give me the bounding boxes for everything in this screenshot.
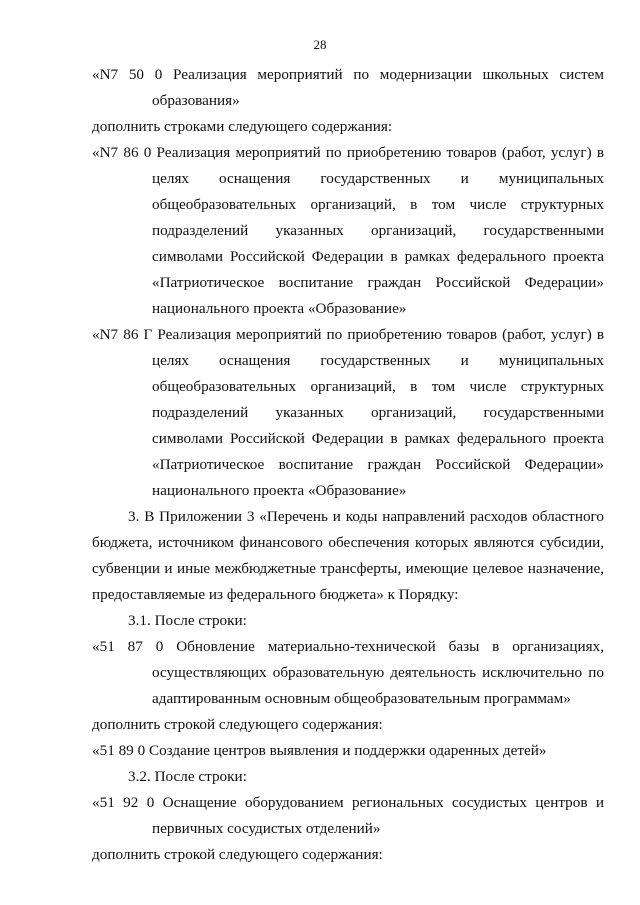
- subsection-3-1: 3.1. После строки:: [128, 612, 247, 629]
- entry-51-87-0-line3: адаптированным основным общеобразовательным программам»: [152, 690, 571, 707]
- entry-n7-86-0-line4: подразделений указанных организаций, государственными: [152, 222, 604, 239]
- entry-n7-86-g-line3: общеобразовательных организаций, в том числе структурных: [152, 378, 604, 395]
- entry-n7-86-0-line2: целях оснащения государственных и муниципальных: [152, 170, 604, 187]
- entry-n7-86-g-line1: «N7 86 Г Реализация мероприятий по приобретению товаров (работ, услуг) в: [92, 326, 604, 343]
- entry-51-92-0-line1: «51 92 0 Оснащение оборудованием региональных сосудистых центров и: [92, 794, 604, 811]
- document-body: [92, 62, 604, 868]
- instruction-add-line-1: дополнить строкой следующего содержания:: [92, 716, 383, 733]
- entry-n7-86-0-line5: символами Российской Федерации в рамках федерального проекта: [152, 248, 604, 265]
- instruction-add-lines: дополнить строками следующего содержания:: [92, 118, 393, 135]
- page-number: 28: [313, 37, 327, 52]
- entry-n7-86-g-line5: символами Российской Федерации в рамках федерального проекта: [152, 430, 604, 447]
- entry-n7-86-0-line7: национального проекта «Образование»: [152, 300, 407, 317]
- entry-51-92-0-line2: первичных сосудистых отделений»: [152, 820, 381, 837]
- paragraph-3: 3. В Приложении 3 «Перечень и коды направлений расходов областного бюджета, источником финансового обеспечения которых являются субсидии, субвенции и иные межбюджетные трансферты, имеющие целевое назначение, предоставляемые из федерального бюджета» к Порядку:: [92, 508, 604, 603]
- entry-n7-86-g-line7: национального проекта «Образование»: [152, 482, 407, 499]
- entry-51-89-0: «51 89 0 Создание центров выявления и поддержки одаренных детей»: [92, 742, 547, 759]
- subsection-3-2: 3.2. После строки:: [128, 768, 247, 785]
- entry-n7-86-0-line3: общеобразовательных организаций, в том числе структурных: [152, 196, 604, 213]
- entry-n7-86-0-line6: «Патриотическое воспитание граждан Российской Федерации»: [152, 274, 604, 291]
- entry-51-87-0-line1: «51 87 0 Обновление материально-технической базы в организациях,: [92, 638, 604, 655]
- entry-n7-86-g-line6: «Патриотическое воспитание граждан Российской Федерации»: [152, 456, 604, 473]
- entry-n7-50-0-line2: образования»: [152, 92, 240, 109]
- entry-n7-86-g-line4: подразделений указанных организаций, государственными: [152, 404, 604, 421]
- entry-n7-86-g-line2: целях оснащения государственных и муниципальных: [152, 352, 604, 369]
- entry-n7-86-0-line1: «N7 86 0 Реализация мероприятий по приобретению товаров (работ, услуг) в: [92, 144, 604, 161]
- entry-n7-50-0-line1: «N7 50 0 Реализация мероприятий по модернизации школьных систем: [92, 66, 604, 83]
- instruction-add-line-2: дополнить строкой следующего содержания:: [92, 846, 383, 863]
- entry-51-87-0-line2: осуществляющих образовательную деятельность исключительно по: [152, 664, 604, 681]
